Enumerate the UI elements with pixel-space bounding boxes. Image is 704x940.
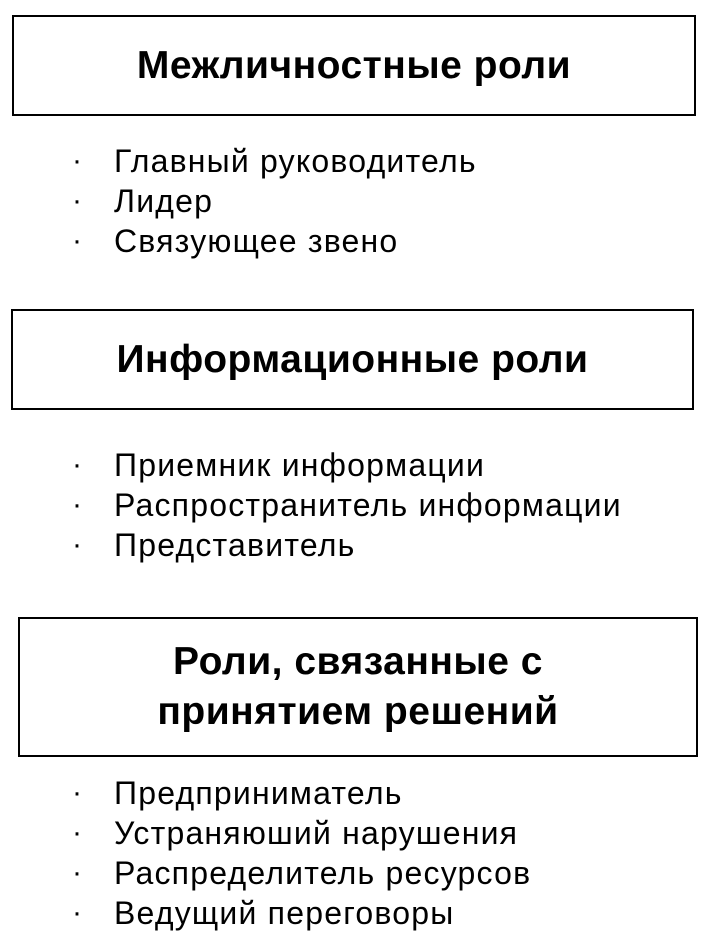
list-item [72, 893, 531, 933]
bullet-icon: · [72, 144, 84, 177]
informational-roles-box [11, 309, 694, 410]
list-item-label: Ведущий переговоры [114, 895, 455, 931]
list-item-label: Главный руководитель [114, 143, 477, 179]
list-item [72, 445, 622, 485]
decisional-roles-box [18, 617, 698, 757]
list-item-label: Распространитель информации [114, 487, 622, 523]
informational-roles-title: Информационные роли [116, 337, 589, 381]
bullet-icon: · [72, 528, 84, 561]
bullet-icon: · [72, 776, 84, 809]
list-item [72, 853, 531, 893]
list-item-label: Предприниматель [114, 775, 403, 811]
list-item-label: Представитель [114, 527, 356, 563]
list-item [72, 525, 622, 565]
bullet-icon: · [72, 448, 84, 481]
list-item [72, 181, 477, 221]
decisional-roles-title-line-1: Роли, связанные с [173, 640, 543, 683]
bullet-icon: · [72, 896, 84, 929]
bullet-icon: · [72, 856, 84, 889]
interpersonal-roles-title: Межличностные роли [136, 43, 572, 87]
list-item [72, 221, 477, 261]
informational-roles-list [72, 445, 622, 565]
bullet-icon: · [72, 816, 84, 849]
decisional-roles-title-line-2: принятием решений [157, 690, 559, 733]
list-item [72, 813, 531, 853]
list-item-label: Связующее звено [114, 223, 399, 259]
bullet-icon: · [72, 184, 84, 217]
list-item-label: Распределитель ресурсов [114, 855, 532, 891]
list-item-label: Лидер [114, 183, 214, 219]
list-item-label: Приемник информации [114, 447, 486, 483]
interpersonal-roles-list [72, 141, 477, 261]
interpersonal-roles-box [12, 15, 696, 116]
list-item [72, 773, 531, 813]
list-item-label: Устраняюший нарушения [114, 815, 519, 851]
decisional-roles-list [72, 773, 531, 933]
bullet-icon: · [72, 488, 84, 521]
bullet-icon: · [72, 224, 84, 257]
list-item [72, 141, 477, 181]
list-item [72, 485, 622, 525]
decisional-roles-title [157, 637, 558, 737]
